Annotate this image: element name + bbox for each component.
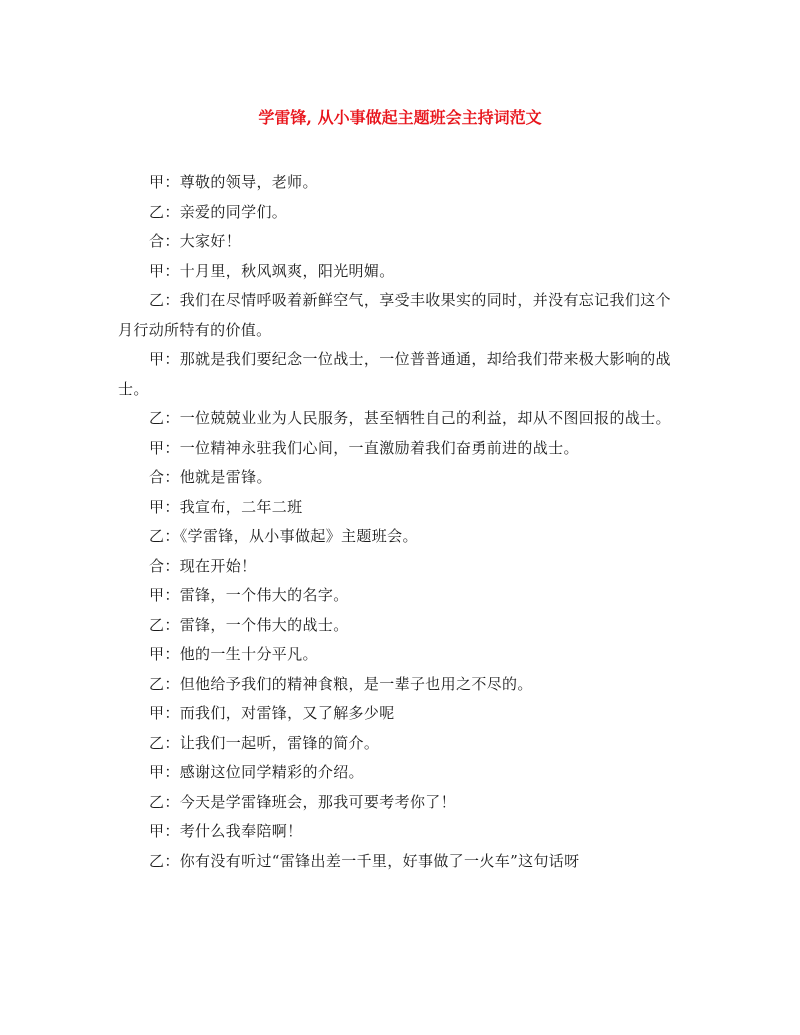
paragraph: 甲：考什么我奉陪啊！ bbox=[149, 822, 303, 840]
paragraph: 甲：感谢这位同学精彩的介绍。 bbox=[149, 763, 364, 781]
paragraph: 乙：今天是学雷锋班会，那我可要考考你了！ bbox=[149, 792, 457, 811]
paragraph: 合：大家好！ bbox=[149, 232, 242, 250]
document-body bbox=[118, 168, 678, 876]
paragraph: 乙：一位兢兢业业为人民服务，甚至牺牲自己的利益，却从不图回报的战士。 bbox=[149, 409, 671, 427]
paragraph: 乙：我们在尽情呼吸着新鲜空气，享受丰收果实的同时，并没有忘记我们这个月行动所特有的价值。 bbox=[118, 291, 671, 339]
document-title: 学雷锋, 从小事做起主题班会主持词范文 bbox=[258, 108, 542, 127]
paragraph: 乙：但他给予我们的精神食粮，是一辈子也用之不尽的。 bbox=[149, 674, 533, 693]
paragraph: 甲：一位精神永驻我们心间，一直激励着我们奋勇前进的战士。 bbox=[149, 438, 579, 457]
paragraph: 合：现在开始！ bbox=[149, 556, 257, 575]
paragraph: 甲：尊敬的领导，老师。 bbox=[149, 173, 318, 191]
paragraph: 乙：《学雷锋，从小事做起》主题班会。 bbox=[149, 527, 418, 545]
paragraph: 乙：雷锋，一个伟大的战士。 bbox=[149, 615, 349, 634]
paragraph: 甲：那就是我们要纪念一位战士，一位普普通通，却给我们带来极大影响的战士。 bbox=[118, 350, 671, 398]
paragraph: 甲：而我们，对雷锋，又了解多少呢 bbox=[149, 704, 395, 722]
paragraph: 甲：雷锋，一个伟大的名字。 bbox=[149, 586, 349, 604]
paragraph: 甲：我宣布，二年二班 bbox=[149, 497, 303, 516]
paragraph: 乙：你有没有听过“雷锋出差一千里，好事做了一火车”这句话呀 bbox=[149, 851, 580, 870]
paragraph: 甲：十月里，秋风飒爽，阳光明媚。 bbox=[149, 261, 395, 280]
paragraph: 甲：他的一生十分平凡。 bbox=[149, 645, 318, 663]
paragraph: 合：他就是雷锋。 bbox=[149, 468, 272, 486]
paragraph: 乙：亲爱的同学们。 bbox=[149, 202, 288, 221]
paragraph: 乙：让我们一起听，雷锋的简介。 bbox=[149, 733, 380, 752]
